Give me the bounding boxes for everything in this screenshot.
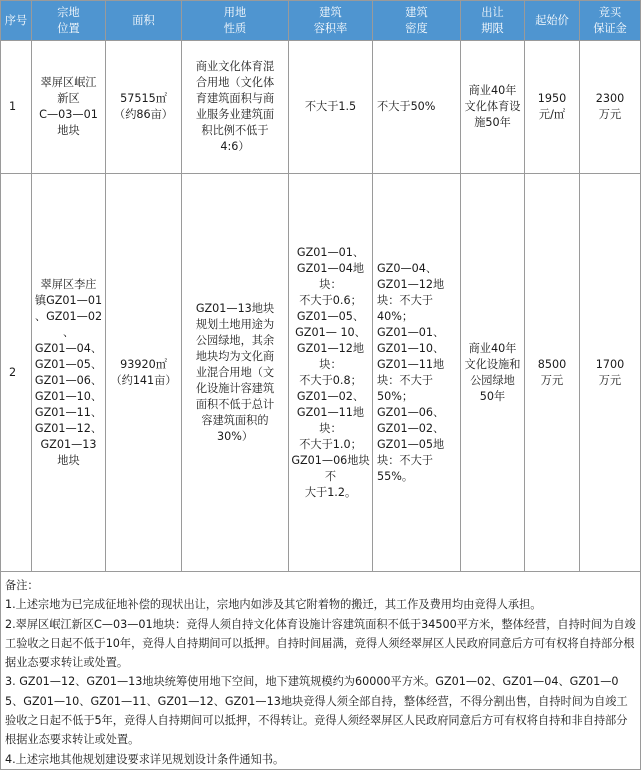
cell-term bbox=[461, 174, 525, 572]
cell-line: 2300 bbox=[595, 92, 625, 105]
notes-title: 备注： bbox=[5, 579, 39, 592]
cell-line: 、GZ01—02 bbox=[34, 309, 103, 323]
cell-deposit bbox=[580, 41, 641, 174]
cell-line: 元/㎡ bbox=[538, 108, 566, 121]
cell-line: 不大于1.5 bbox=[304, 100, 357, 113]
header-row bbox=[1, 1, 641, 41]
cell-line: 面积不低于总计 bbox=[195, 397, 275, 411]
cell-line: GZ01— 10、 bbox=[295, 325, 366, 339]
cell-line: 不大于0.6； bbox=[299, 293, 362, 307]
cell-far bbox=[289, 174, 373, 572]
cell-density bbox=[373, 174, 461, 572]
cell-line: 序号 bbox=[4, 13, 28, 27]
cell-line: 翠屏区岷江 bbox=[40, 76, 97, 89]
cell-line: 块：不大于 bbox=[377, 453, 433, 467]
cell-line: 地块均为文化商 bbox=[195, 349, 275, 363]
cell-line: 竞买 bbox=[598, 5, 622, 19]
cell-line: GZ01—10、 bbox=[377, 341, 445, 355]
header-location bbox=[32, 1, 106, 41]
cell-start-price bbox=[525, 41, 580, 174]
cell-line: 55%。 bbox=[377, 469, 414, 483]
cell-location bbox=[32, 41, 106, 174]
cell-line: 商业文化体育混 bbox=[195, 60, 275, 73]
row-index: 2 bbox=[1, 174, 32, 572]
cell-line: GZ01—11地 bbox=[377, 357, 445, 371]
header-index bbox=[1, 1, 32, 41]
cell-line: GZ01—05地 bbox=[377, 437, 445, 451]
cell-line: 规划土地用途为 bbox=[195, 317, 275, 331]
cell-line: （约86亩） bbox=[114, 108, 173, 121]
cell-line: GZ01—01、 bbox=[296, 245, 365, 259]
cell-line: GZ01—13 bbox=[40, 437, 97, 451]
cell-land-use bbox=[182, 174, 289, 572]
header-land-use bbox=[182, 1, 289, 41]
cell-line: GZ01—05、 bbox=[34, 357, 103, 371]
cell-line: 密度 bbox=[405, 21, 428, 35]
cell-line: 建筑 bbox=[319, 5, 342, 19]
cell-area bbox=[106, 41, 182, 174]
cell-line: 块：不大于 bbox=[377, 373, 433, 387]
cell-line: 性质 bbox=[223, 21, 247, 35]
cell-line: 50%； bbox=[377, 389, 414, 403]
header-density bbox=[373, 1, 461, 41]
cell-line: GZ01—02、 bbox=[296, 389, 365, 403]
cell-line: GZ01—11地块： bbox=[296, 405, 365, 435]
cell-line: 地块 bbox=[57, 453, 80, 467]
cell-line: GZ0—04、 bbox=[377, 261, 438, 275]
cell-line: 文化体育设 bbox=[464, 100, 521, 113]
note-4: 4.上述宗地其他规划建设要求详见规划设计条件通知书。 bbox=[5, 752, 285, 766]
cell-line: 不大于0.8； bbox=[299, 373, 362, 387]
table-row bbox=[1, 41, 641, 174]
cell-line: 容建筑面积的 bbox=[201, 413, 269, 427]
cell-line: 万元 bbox=[598, 108, 622, 121]
cell-line: GZ01—06、 bbox=[34, 373, 103, 387]
cell-line: 、 bbox=[62, 325, 75, 339]
cell-line: GZ01—10、 bbox=[34, 389, 103, 403]
cell-line: （约141亩） bbox=[110, 373, 177, 387]
cell-line: 新区 bbox=[57, 92, 80, 105]
cell-line: GZ01—04地块： bbox=[296, 261, 365, 291]
note-3: 3. GZ01—12、GZ01—13地块统筹使用地下空间，地下建筑规模约为60000平方米。GZ01—02、GZ01—04、GZ01—05、GZ01—10、GZ01—11、GZ01—12、GZ01—13地块竞得人须全部自持，整体经营，不得分割出售，自持时间为自竣工验收之日起不低于5年，竞得人自持期间可以抵押，不得转让。竞得人须经翠屏区人民政府同意后方可有权将自持和非自持部分根据业态要求转让或处置。 bbox=[5, 675, 628, 747]
cell-line: 镇GZ01—01 bbox=[34, 293, 103, 307]
notes-row bbox=[1, 572, 641, 770]
cell-line: 商业40年 bbox=[468, 341, 517, 355]
cell-line: GZ01—12、 bbox=[34, 421, 103, 435]
cell-line: 块：不大于 bbox=[377, 293, 433, 307]
cell-line: 公园绿地 bbox=[470, 373, 515, 387]
cell-line: GZ01—11、 bbox=[34, 405, 103, 419]
cell-term bbox=[461, 41, 525, 174]
cell-line: GZ01—01、 bbox=[377, 325, 445, 339]
cell-line: 文化设施和 bbox=[464, 357, 521, 371]
cell-density bbox=[373, 41, 461, 174]
cell-line: 1950 bbox=[537, 92, 567, 105]
cell-line: 育建筑面积与商 bbox=[195, 92, 275, 105]
cell-line: 合用地（文化体 bbox=[195, 76, 275, 89]
cell-line: GZ01—13地块 bbox=[195, 301, 275, 315]
cell-line: 翠屏区李庄 bbox=[40, 277, 97, 291]
cell-deposit bbox=[580, 174, 641, 572]
cell-line: 积比例不低于 bbox=[201, 124, 269, 137]
cell-line: 8500 bbox=[537, 357, 567, 371]
cell-start-price bbox=[525, 174, 580, 572]
cell-line: 业服务业建筑面 bbox=[195, 108, 275, 121]
table-row bbox=[1, 174, 641, 572]
cell-line: 商业40年 bbox=[468, 84, 517, 97]
cell-line: 4:6） bbox=[220, 140, 250, 153]
cell-line: 1700 bbox=[595, 357, 625, 371]
cell-line: 大于1.2。 bbox=[304, 485, 357, 499]
header-term bbox=[461, 1, 525, 41]
cell-far bbox=[289, 41, 373, 174]
cell-line: 不大于50% bbox=[377, 100, 436, 113]
cell-location bbox=[32, 174, 106, 572]
cell-line: GZ01—06地块不 bbox=[291, 453, 370, 483]
cell-line: GZ01—04、 bbox=[34, 341, 103, 355]
cell-line: 万元 bbox=[540, 373, 564, 387]
cell-line: 起始价 bbox=[535, 13, 569, 27]
note-2: 2.翠屏区岷江新区C—03—01地块：竞得人须自持文化体育设施计容建筑面积不低于34500平方米，整体经营，自持时间为自竣工验收之日起不低于10年，竞得人自持期间可以抵押。自持时间届满，竞得人须经翠屏区人民政府同意后方可有权将自持部分根据业态要求转让或处置。 bbox=[5, 617, 636, 670]
cell-line: GZ01—06、 bbox=[377, 405, 445, 419]
cell-line: 30%） bbox=[216, 429, 254, 443]
cell-line: 出让 bbox=[481, 5, 504, 19]
cell-line: 建筑 bbox=[405, 5, 428, 19]
cell-line: 位置 bbox=[57, 21, 80, 35]
cell-line: GZ01—12地 bbox=[377, 277, 445, 291]
cell-line: GZ01—05、 bbox=[296, 309, 365, 323]
cell-line: 公园绿地，其余 bbox=[195, 333, 275, 347]
cell-line: 93920㎡ bbox=[120, 357, 167, 371]
cell-line: 宗地 bbox=[57, 5, 80, 19]
cell-line: 业混合用地（文 bbox=[195, 365, 275, 379]
cell-line: 容积率 bbox=[313, 21, 348, 35]
cell-area bbox=[106, 174, 182, 572]
cell-line: GZ01—12地块： bbox=[296, 341, 365, 371]
cell-land-use bbox=[182, 41, 289, 174]
cell-line: 期限 bbox=[481, 21, 504, 35]
cell-line: GZ01—02、 bbox=[377, 421, 445, 435]
cell-line: 50年 bbox=[479, 389, 506, 403]
header-deposit bbox=[580, 1, 641, 41]
cell-line: 57515㎡ bbox=[120, 92, 167, 105]
header-area bbox=[106, 1, 182, 41]
cell-line: 40%； bbox=[377, 309, 414, 323]
cell-line: C—03—01 bbox=[39, 108, 98, 121]
cell-line: 万元 bbox=[598, 373, 622, 387]
row-index: 1 bbox=[1, 41, 32, 174]
cell-line: 保证金 bbox=[593, 21, 627, 35]
note-1: 1.上述宗地为已完成征地补偿的现状出让，宗地内如涉及其它附着物的搬迁，其工作及费用均由竞得人承担。 bbox=[5, 598, 542, 612]
notes-cell bbox=[1, 572, 641, 770]
cell-line: 地块 bbox=[57, 124, 80, 137]
cell-line: 施50年 bbox=[474, 116, 511, 129]
cell-line: 不大于1.0； bbox=[299, 437, 362, 451]
header-start-price bbox=[525, 1, 580, 41]
header-far bbox=[289, 1, 373, 41]
cell-line: 用地 bbox=[223, 5, 247, 19]
cell-line: 面积 bbox=[132, 13, 155, 27]
cell-line: 化设施计容建筑 bbox=[195, 381, 275, 395]
